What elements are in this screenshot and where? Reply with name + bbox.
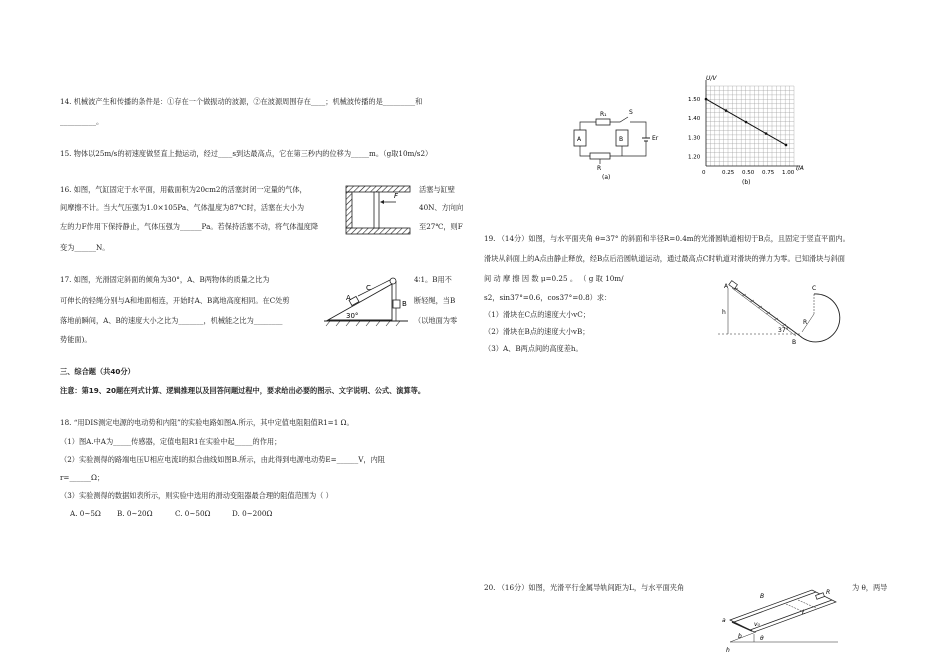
q20-right1: 为 θ，两导: [852, 583, 888, 592]
graph-ytick-label: 1.20: [688, 154, 701, 161]
q16-right2: 40N、方向向: [419, 203, 464, 212]
graph-data-point: [785, 144, 788, 147]
graph-xtick-label: 1.00: [782, 170, 795, 176]
circuit-er-label: Er: [652, 135, 659, 142]
rails-l-label: L: [802, 609, 806, 616]
rails-v0-label: v₀: [754, 621, 760, 628]
section3-title: 三、综合题（共40分）: [60, 367, 135, 376]
circuit-a-label: A: [577, 136, 582, 143]
graph-data-point: [725, 109, 728, 112]
q16-line1: 16. 如图，气缸固定于水平面，用截面积为20cm2的活塞封闭一定量的气体，: [60, 185, 307, 194]
q18-line3: （2）实验测得的路端电压U相应电流I的拟合曲线如图B.所示，由此得到电源电动势E=______V，内阻: [60, 455, 385, 464]
ui-graph: [686, 72, 812, 188]
graph-xtick-label: 0: [702, 170, 706, 176]
loop-b-label: B: [792, 339, 797, 346]
q17-line1: 17. 如图，光滑固定斜面的倾角为30°，A、B两物体的质量之比为: [60, 275, 270, 284]
force-label: F: [394, 192, 399, 200]
q17-line3: 落地前瞬间，A、B的速度大小之比为_______，机械能之比为________: [60, 316, 283, 325]
q18-line1: 18. “用DIS测定电源的电动势和内阻”的实验电路如图A.所示，其中定值电阻阻值R1=1 Ω。: [60, 418, 354, 427]
circuit-r-label: R: [597, 165, 602, 172]
q19-line6: （2）滑块在B点的速度大小vB；: [484, 327, 590, 336]
q16-line3: 左的力F作用下保持静止，气体压强为______Pa。若保持活塞不动，将气体温度降: [60, 222, 319, 231]
circuit-s-label: S: [629, 109, 633, 116]
loop-track-figure: [710, 276, 850, 348]
q19-line3: 间 动 摩 擦 因 数 μ=0.25 。 （ g 取 10m/: [484, 274, 624, 283]
q19-line1: 19. （14分）如图，与水平面夹角 θ=37° 的斜面和半径R=0.4m的光滑圆轨道相切于B点，且固定于竖直平面内。: [484, 234, 850, 243]
q18-option-a: A. 0~5Ω: [70, 509, 101, 518]
q14-line2: __________。: [60, 117, 104, 126]
graph-data-point: [745, 121, 748, 124]
q19-line4: s2，sin37°=0.6，cos37°=0.8）求：: [484, 293, 612, 302]
q17-line4: 势能面)。: [60, 335, 92, 344]
q18-line4: r=______Ω；: [60, 473, 105, 482]
loop-r-label: R: [803, 319, 808, 326]
incline-b-label: B: [402, 300, 407, 308]
incline-a-label: A: [346, 294, 351, 302]
rails-a-label: a: [722, 617, 726, 624]
rails-r-label: R: [826, 589, 831, 596]
rails-b-label: B: [760, 593, 765, 600]
loop-h-label: h: [722, 309, 726, 316]
q16-line4: 变为______N。: [60, 243, 110, 252]
q16-right1: 活塞与缸壁: [419, 185, 455, 194]
q16-right3: 至27℃，则F: [419, 222, 463, 231]
q20-line1: 20. （16分）如图，光滑平行金属导轨间距为L，与水平面夹角: [484, 583, 685, 592]
rails-h-label: h: [726, 647, 730, 654]
graph-caption: (b): [742, 179, 751, 186]
q18-option-b: B. 0~20Ω: [117, 509, 153, 518]
circuit-r1-label: R₁: [600, 111, 607, 118]
q18-option-c: C. 0~50Ω: [175, 509, 211, 518]
graph-grid: [706, 86, 794, 166]
graph-ylabel: U/V: [706, 75, 717, 82]
incline-c-label: C: [366, 284, 371, 292]
graph-xlabel: I/A: [796, 165, 804, 172]
graph-xtick-label: 0.75: [762, 170, 775, 176]
circuit-b-label: B: [619, 136, 624, 143]
circuit-diagram: [566, 104, 666, 182]
q17-right1: 4∶1。B用不: [414, 275, 452, 284]
q17-right2: 断轻绳，当B: [414, 296, 456, 305]
section3-note: 注意：第19、20题在列式计算、逻辑推理以及回答问题过程中，要求给出必要的图示、文字说明、公式、演算等。: [60, 386, 426, 395]
q17-right3: （以地面为零: [414, 316, 458, 325]
graph-xtick-label: 0.25: [722, 170, 735, 176]
incline-angle-label: 30°: [346, 312, 359, 320]
q14-line1: 14. 机械波产生和传播的条件是：①存在一个做振动的波源，②在波源周围存在____；机械波传播的是_________和: [60, 97, 423, 106]
q19-line7: （3）A、B两点间的高度差h。: [484, 344, 583, 353]
rails-figure: [716, 584, 848, 666]
graph-ytick-label: 1.40: [688, 116, 701, 123]
q19-line2: 滑块从斜面上的A点由静止释放，经B点后沿圆轨道运动，通过最高点C时轨道对滑块的弹力为零。已知滑块与斜面: [484, 254, 845, 263]
cylinder-figure: [344, 184, 414, 238]
circuit-caption: (a): [602, 174, 611, 181]
loop-c-label: C: [812, 285, 817, 292]
q17-line2: 可伸长的轻绳分别与A和地面相连，开始时A、B离地高度相同。在C处剪: [60, 296, 290, 305]
graph-data-point: [705, 98, 708, 101]
incline-figure: [322, 270, 412, 328]
q18-option-d: D. 0~200Ω: [232, 509, 273, 518]
rails-theta-label: θ: [760, 635, 764, 642]
rails-b2-label: b: [738, 633, 742, 640]
q18-line2: （1）图A.中A为_____传感器，定值电阻R1在实验中起_____的作用；: [60, 437, 282, 446]
graph-ytick-label: 1.50: [688, 97, 701, 104]
graph-xtick-label: 0.50: [742, 170, 755, 176]
graph-ytick-label: 1.30: [688, 135, 701, 142]
loop-a-label: A: [724, 283, 729, 290]
q19-line5: （1）滑块在C点的速度大小vC；: [484, 310, 590, 319]
q16-line2: 间摩擦不计。当大气压强为1.0×105Pa、气体温度为87℃时，活塞在大小为: [60, 203, 305, 212]
graph-data-point: [765, 132, 768, 135]
q15-line1: 15. 物体以25m/s的初速度做竖直上抛运动，经过____s到达最高点，它在第三秒内的位移为_____m。（g取10m/s2）: [60, 149, 433, 158]
q18-line5: （3）实验测得的数据如表所示，则实验中选用的滑动变阻器最合理的阻值范围为（ ）: [60, 491, 333, 500]
loop-angle-label: 37°: [778, 327, 789, 334]
